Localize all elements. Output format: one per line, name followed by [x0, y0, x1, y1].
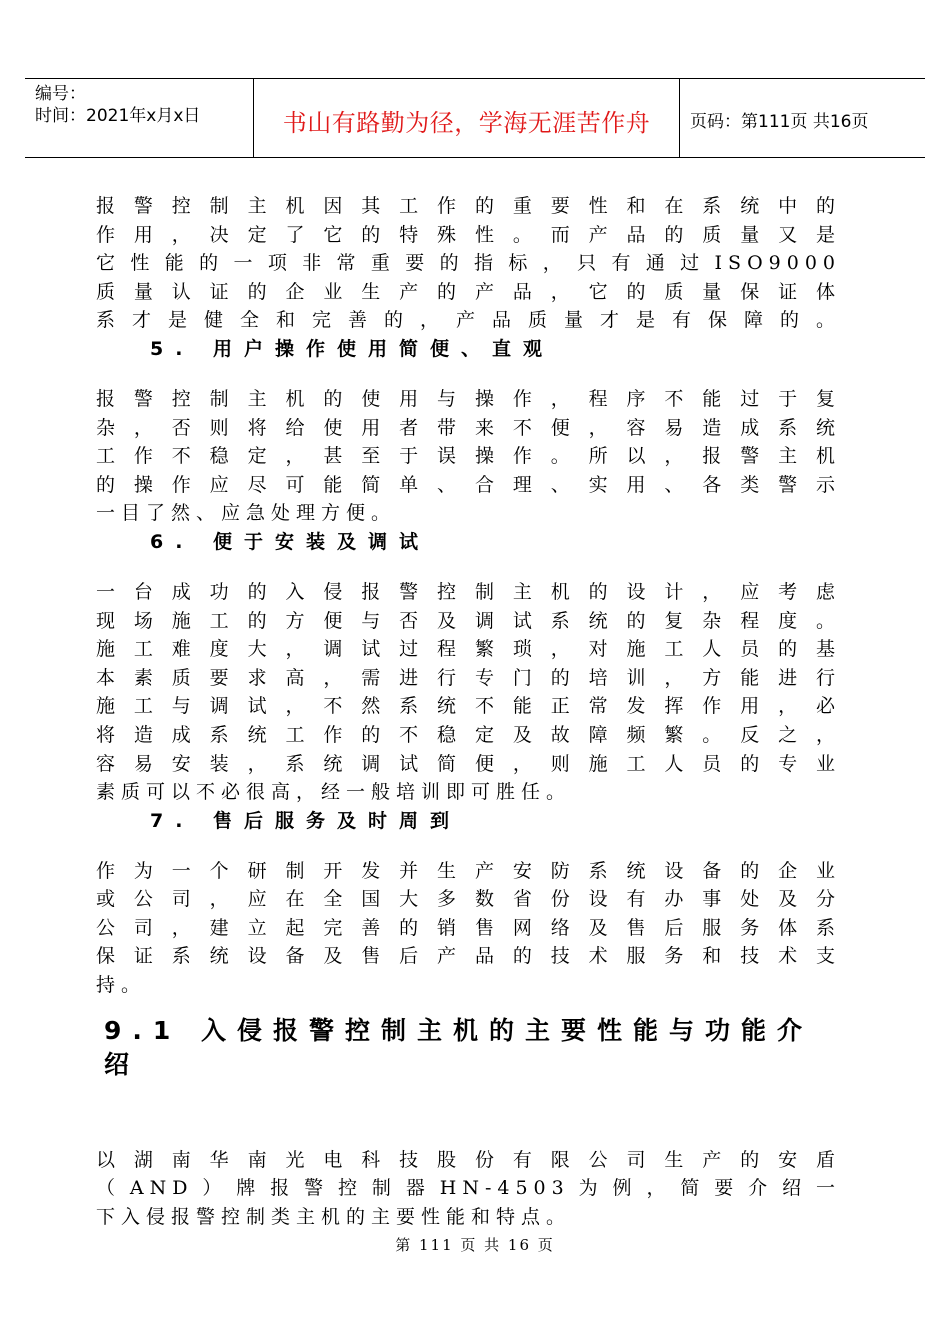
paragraph-importance [96, 192, 841, 335]
text-line: 施工难度大，调试过程繁琐，对施工人员的基 [96, 638, 841, 661]
header-motto: 书山有路勤为径，学海无涯苦作舟 [282, 109, 651, 137]
document-body [96, 192, 841, 1231]
text-line: 施工与调试，不然系统不能正常发挥作用，必 [96, 695, 841, 718]
text-line: 持。 [96, 974, 147, 997]
text-line: （AND）牌报警控制器HN-4503为例，简要介绍一 [96, 1177, 841, 1200]
header-left-cell [25, 79, 254, 157]
text-line: 将造成系统工作的不稳定及故障频繁。反之， [96, 723, 841, 746]
text-line: 一台成功的入侵报警控制主机的设计，应考虑 [96, 580, 841, 603]
header-right-cell [680, 79, 925, 157]
text-line: 杂，否则将给使用者带来不便，容易造成系统 [96, 416, 841, 439]
text-line: 作为一个研制开发并生产安防系统设备的企业 [96, 859, 841, 882]
paragraph-operation [96, 385, 841, 528]
text-line: 工作不稳定，甚至于误操作。所以，报警主机 [96, 445, 841, 468]
text-line: 质量认证的企业生产的产品，它的质量保证体 [96, 280, 841, 303]
spacer [96, 363, 841, 385]
text-line: 它性能的一项非常重要的指标，只有通过ISO9000 [96, 252, 841, 275]
text-line: 保证系统设备及售后产品的技术服务和技术支 [96, 945, 841, 968]
spacer [96, 556, 841, 578]
header-page-code: 页码：第111页 共16页 [690, 112, 869, 132]
spacer [96, 835, 841, 857]
text-line: 以湖南华南光电科技股份有限公司生产的安盾 [96, 1148, 841, 1171]
paragraph-installation [96, 578, 841, 807]
text-line: 系才是健全和完善的，产品质量才是有保障的。 [96, 309, 841, 332]
document-time-label: 时间：2021年x月x日 [35, 106, 201, 126]
text-line: 公司，建立起完善的销售网络及售后服务体系 [96, 916, 841, 939]
text-line: 下入侵报警控制类主机的主要性能和特点。 [96, 1205, 572, 1228]
spacer [96, 1082, 841, 1146]
subheading-7: 7. 售后服务及时周到 [150, 809, 462, 832]
page-footer: 第 111 页 共 16 页 [395, 1236, 555, 1254]
text-line: 或公司，应在全国大多数省份设有办事处及分 [96, 888, 841, 911]
text-line: 的操作应尽可能简单、合理、实用、各类警示 [96, 473, 841, 496]
subheading-5: 5. 用户操作使用简便、直观 [150, 337, 555, 360]
text-line: 一目了然、应急处理方便。 [96, 502, 397, 525]
page-header [25, 78, 925, 158]
text-line: 素质可以不必很高，经一般培训即可胜任。 [96, 781, 572, 804]
section-title: 9.1 入侵报警控制主机的主要性能与功能介绍 [104, 1015, 813, 1079]
text-line: 本素质要求高，需进行专门的培训，方能进行 [96, 666, 841, 689]
document-number-label: 编号： [35, 84, 86, 104]
subheading-6: 6. 便于安装及调试 [150, 530, 431, 553]
text-line: 报警控制主机因其工作的重要性和在系统中的 [96, 195, 841, 217]
text-line: 作用，决定了它的特殊性。而产品的质量又是 [96, 223, 841, 246]
paragraph-example [96, 1146, 841, 1232]
text-line: 报警控制主机的使用与操作，程序不能过于复 [96, 387, 841, 410]
text-line: 容易安装，系统调试简便，则施工人员的专业 [96, 752, 841, 775]
paragraph-service [96, 857, 841, 1000]
text-line: 现场施工的方便与否及调试系统的复杂程度。 [96, 609, 841, 632]
header-motto-cell [254, 79, 680, 157]
